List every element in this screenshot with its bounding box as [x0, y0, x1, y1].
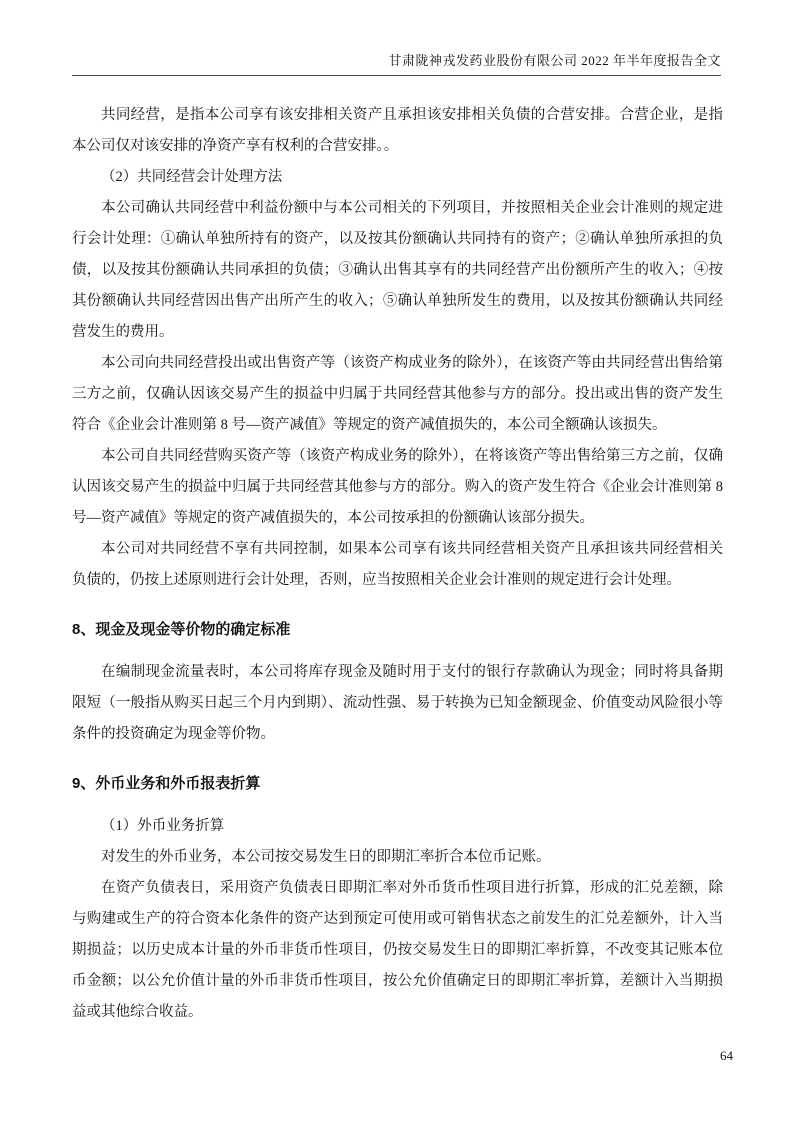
document-body: [72, 100, 723, 1028]
paragraph-asset-purchase: 本公司自共同经营购买资产等（该资产构成业务的除外），在将该资产等出售给第三方之前，仅确认因该交易产生的损益中归属于共同经营其他参与方的部分。购入的资产发生符合《企业会计准则第 8 号—资产减值》等规定的资产减值损失的，本公司按承担的份额确认该部分损失。: [72, 448, 723, 526]
paragraph-cash-equivalents: 在编制现金流量表时，本公司将库存现金及随时用于支付的银行存款确认为现金；同时将具备期限短（一般指从购买日起三个月内到期）、流动性强、易于转换为已知金额现金、价值变动风险很小等条件的投资确定为现金等价物。: [72, 664, 723, 742]
page-number: 64: [720, 1048, 733, 1063]
paragraph-asset-contribution: 本公司向共同经营投出或出售资产等（该资产构成业务的除外），在该资产等由共同经营出售给第三方之前，仅确认因该交易产生的损益中归属于共同经营其他参与方的部分。投出或出售的资产发生符合《企业会计准则第 8 号—资产减值》等规定的资产减值损失的，本公司全额确认该损失。: [72, 355, 723, 433]
paragraph-joint-operation-definition: 共同经营，是指本公司享有该安排相关资产且承担该安排相关负债的合营安排。合营企业，是指本公司仅对该安排的净资产享有权利的合营安排。。: [72, 107, 723, 154]
section-heading-cash-equivalents: 8、现金及现金等价物的确定标准: [72, 621, 291, 638]
report-title: 甘肃陇神戎发药业股份有限公司 2022 年半年度报告全文: [388, 53, 721, 68]
page-footer: [720, 1048, 733, 1064]
page-header: [72, 0, 721, 76]
paragraph-balance-sheet-date-translation: 在资产负债表日，采用资产负债表日即期汇率对外币货币性项目进行折算，形成的汇兑差额，除与购建或生产的符合资本化条件的资产达到预定可使用或可销售状态之前发生的汇兑差额外，计入当期损益；以历史成本计量的外币非货币性项目，仍按交易发生日的即期汇率折算，不改变其记账本位币金额；以公允价值计量的外币非货币性项目，按公允价值确定日的即期汇率折算，差额计入当期损益或其他综合收益。: [72, 880, 723, 1020]
paragraph-accounting-method-subtitle: （2）共同经营会计处理方法: [101, 169, 283, 185]
paragraph-no-joint-control: 本公司对共同经营不享有共同控制，如果本公司享有该共同经营相关资产且承担该共同经营相关负债的，仍按上述原则进行会计处理，否则，应当按照相关企业会计准则的规定进行会计处理。: [72, 541, 723, 588]
section-heading-foreign-currency: 9、外币业务和外币报表折算: [72, 775, 261, 792]
paragraph-foreign-currency-subtitle: （1）外币业务折算: [101, 818, 225, 834]
paragraph-accounting-items: 本公司确认共同经营中利益份额中与本公司相关的下列项目，并按照相关企业会计准则的规定进行会计处理：①确认单独所持有的资产，以及按其份额确认共同持有的资产；②确认单独所承担的负债，以及按其份额确认共同承担的负债；③确认出售其享有的共同经营产出份额所产生的收入；④按其份额确认共同经营因出售产出所产生的收入；⑤确认单独所发生的费用，以及按其份额确认共同经营发生的费用。: [72, 200, 723, 340]
paragraph-foreign-currency-bookkeeping: 对发生的外币业务，本公司按交易发生日的即期汇率折合本位币记账。: [101, 849, 551, 865]
